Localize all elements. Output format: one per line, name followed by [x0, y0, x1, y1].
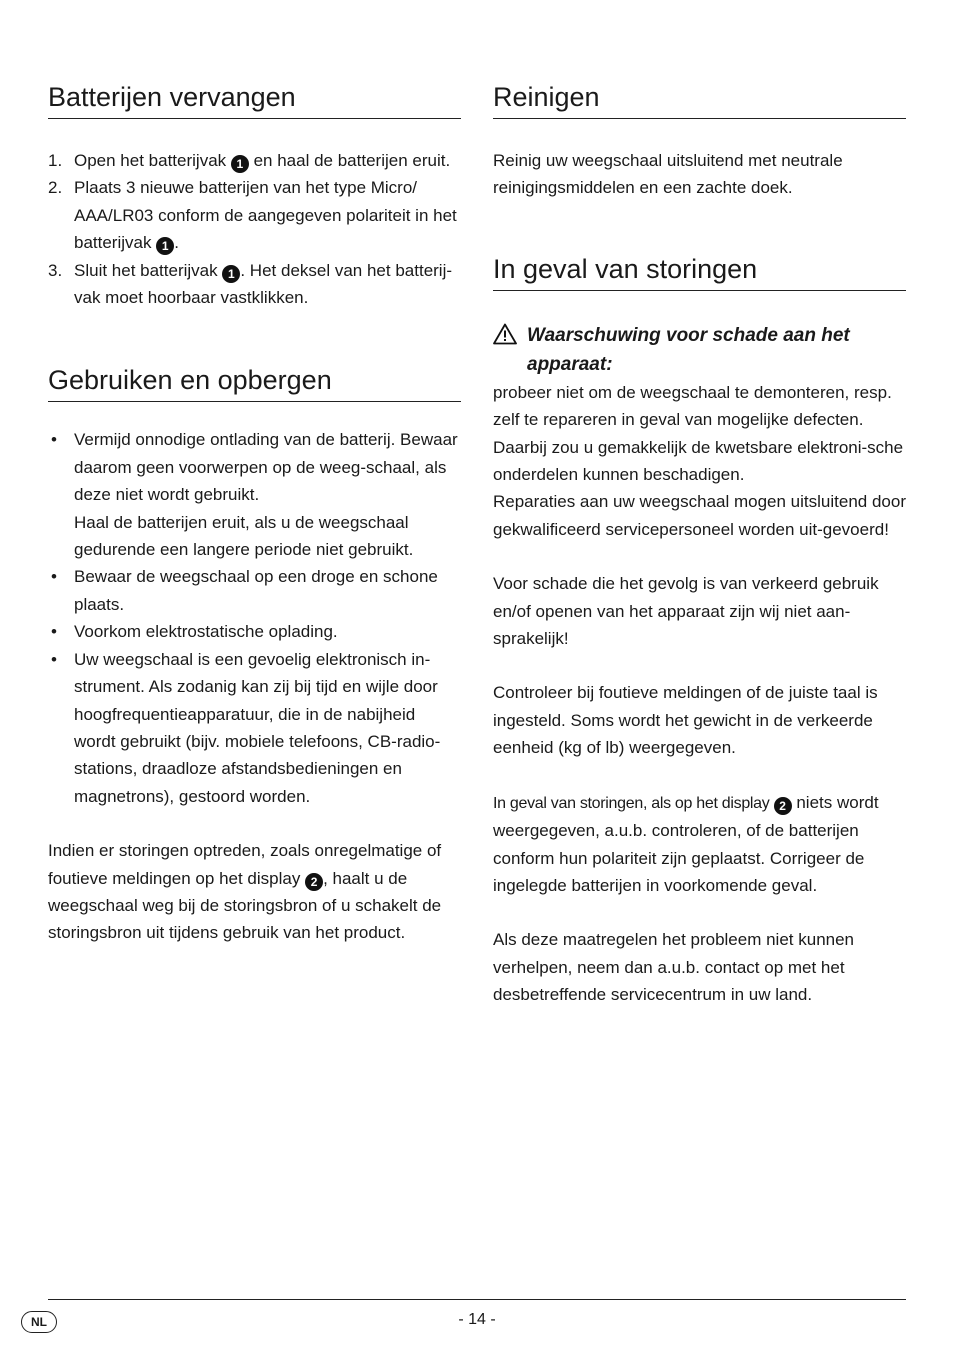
bullet-list	[48, 426, 461, 810]
warning-heading: Waarschuwing voor schade aan het apparaat:	[493, 321, 906, 379]
heading-in-geval-van-storingen: In geval van storingen	[493, 252, 906, 291]
list-item: • Uw weegschaal is een gevoelig elektronisch in-strument. Als zodanig kan zij bij tijd en wijle door hoogfrequentieapparatuur, die in de nabijheid wordt gebruikt (bijv. mobiele telefoons, CB-radio-stations, draadloze afstandsbedieningen en magnetrons), gestoord worden.	[51, 649, 441, 806]
display-paragraph: In geval van storingen, als op het display 2 niets wordt weergegeven, a.u.b. controleren, of de batterijen conform hun polariteit zijn geplaatst. Corrigeer de ingelegde batterijen in voorkomende geval.	[493, 792, 879, 895]
footer-divider	[48, 1299, 906, 1300]
callout-badge-1: 1	[156, 237, 174, 255]
right-column	[493, 80, 906, 1009]
list-item: • Voorkom elektrostatische oplading.	[51, 622, 338, 642]
taal-paragraph: Controleer bij foutieve meldingen of de juiste taal is ingesteld. Soms wordt het gewicht in de verkeerde eenheid (kg of lb) weergegeven.	[493, 683, 878, 758]
heading-gebruiken-en-opbergen: Gebruiken en opbergen	[48, 363, 461, 402]
heading-reinigen: Reinigen	[493, 80, 906, 119]
list-item: 3. Sluit het batterijvak 1 . Het deksel van het batterij-vak moet hoorbaar vastklikken.	[48, 260, 453, 308]
page-number: - 14 -	[458, 1311, 496, 1328]
warning-triangle-icon	[493, 323, 517, 345]
reinigen-paragraph: Reinig uw weegschaal uitsluitend met neutrale reinigingsmiddelen en een zachte doek.	[493, 151, 843, 198]
list-item: • Bewaar de weegschaal op een droge en schone plaats.	[51, 567, 438, 614]
list-item: • Vermijd onnodige ontlading van de batterij. Bewaar daarom geen voorwerpen op de weeg-schaal, als deze niet wordt gebruikt. Haal de batterijen eruit, als u de weegschaal gedurende een langere periode niet gebruikt.	[51, 430, 458, 560]
servicecentrum-paragraph: Als deze maatregelen het probleem niet kunnen verhelpen, neem dan a.u.b. contact op met het desbetreffende servicecentrum in uw land.	[493, 930, 855, 1005]
callout-badge-1: 1	[231, 155, 249, 173]
storingen-paragraph: Indien er storingen optreden, zoals onregelmatige of foutieve meldingen op het display 2 , haalt u de weegschaal weg bij de storingsbron of u schakelt de storingsbron uit tijdens gebruik van het product.	[48, 841, 442, 943]
list-item: 1. Open het batterijvak 1 en haal de batterijen eruit.	[48, 151, 451, 171]
callout-badge-2: 2	[774, 797, 792, 815]
warning-text-2: Reparaties aan uw weegschaal mogen uitsluitend door gekwalificeerd servicepersoneel worden uit-gevoerd!	[493, 492, 906, 539]
callout-badge-2: 2	[305, 873, 323, 891]
callout-badge-1: 1	[222, 265, 240, 283]
section-storingen	[493, 252, 906, 1009]
list-item: 2. Plaats 3 nieuwe batterijen van het type Micro/ AAA/LR03 conform de aangegeven polariteit in het batterijvak 1 .	[48, 178, 457, 254]
section-gebruiken	[48, 363, 461, 946]
warning-text: probeer niet om de weegschaal te demonteren, resp. zelf te repareren in geval van mogelijke defecten. Daarbij zou u gemakkelijk de kwetsbare elektroni-sche onderdelen kunnen beschadigen.	[493, 382, 904, 485]
heading-batterijen-vervangen: Batterijen vervangen	[48, 80, 461, 119]
left-column	[48, 80, 461, 947]
language-badge: NL	[21, 1311, 57, 1333]
schade-paragraph: Voor schade die het gevolg is van verkeerd gebruik en/of openen van het apparaat zijn wij niet aan-sprakelijk!	[493, 574, 879, 649]
steps-list	[48, 147, 461, 311]
